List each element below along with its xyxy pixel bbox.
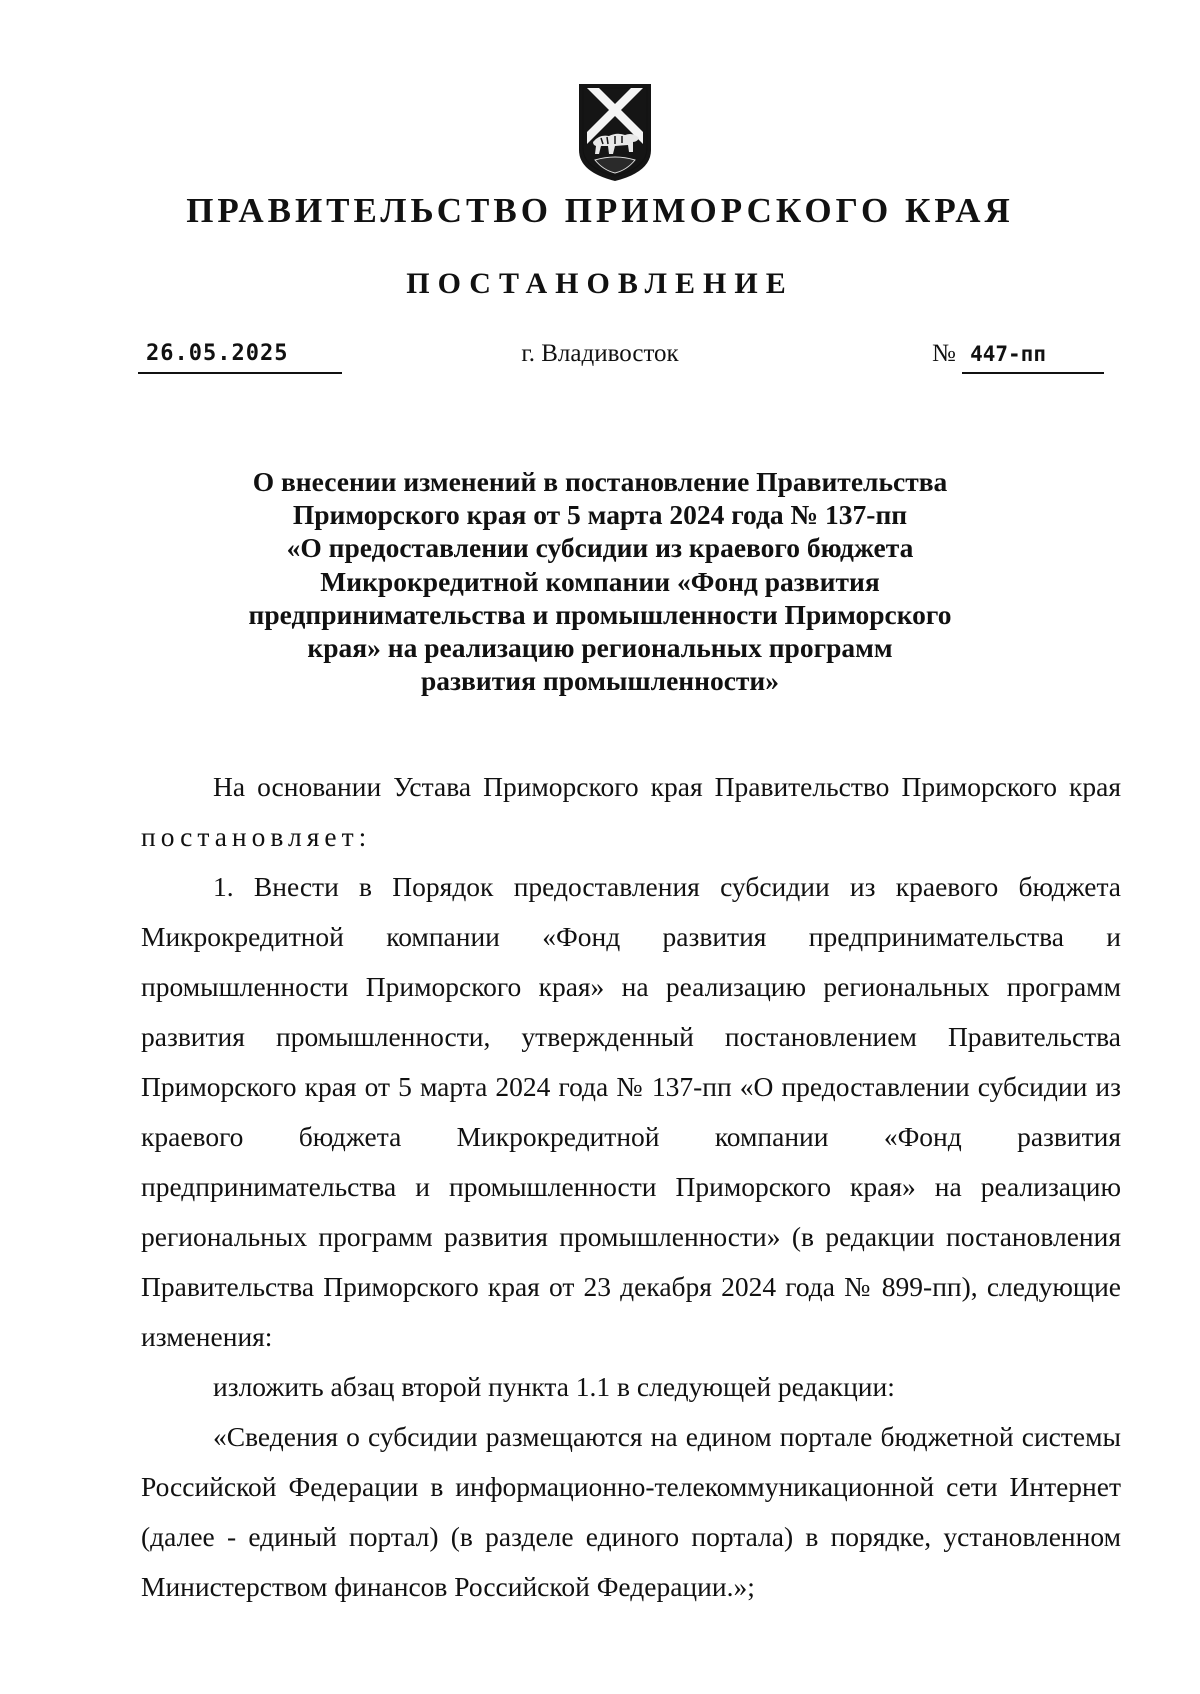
coat-of-arms-icon	[575, 80, 655, 184]
document-number: 447-пп	[962, 336, 1104, 374]
subject-line: Микрокредитной компании «Фонд развития	[320, 565, 880, 597]
resolves-keyword: постановляет:	[141, 821, 372, 852]
subject-line: края» на реализацию региональных программ	[307, 632, 893, 664]
document-meta	[0, 336, 1200, 376]
subject-line: О внесении изменений в постановление Правительства	[252, 466, 948, 497]
number-prefix: №	[932, 340, 956, 367]
document-city: г. Владивосток	[521, 340, 679, 367]
document-type: ПОСТАНОВЛЕНИЕ	[406, 267, 794, 300]
subject-line: развития промышленности»	[420, 665, 780, 697]
subject-line: предпринимательства и промышленности Приморского	[248, 598, 952, 630]
document-date: 26.05.2025	[138, 336, 342, 374]
basis-text: На основании Устава Приморского края Правительство Приморского края	[213, 771, 1121, 802]
body-paragraph-item-1: 1. Внести в Порядок предоставления субсидии из краевого бюджета Микрокредитной компании «Фонд развития предпринимательства и промышленности Приморского края» на реализацию региональных программ развития промышленности, утвержденный постановлением Правительства Приморского края от 5 марта 2024 года № 137-пп «О предоставлении субсидии из краевого бюджета Микрокредитной компании «Фонд развития предпринимательства и промышленности Приморского края» на реализацию региональных программ развития промышленности» (в редакции постановления Правительства Приморского края от 23 декабря 2024 года № 899-пп), следующие изменения:	[141, 871, 1121, 1352]
government-title: ПРАВИТЕЛЬСТВО ПРИМОРСКОГО КРАЯ	[186, 191, 1014, 230]
document-subject	[200, 465, 1000, 697]
body-paragraph-basis	[141, 762, 1121, 862]
subject-line: Приморского края от 5 марта 2024 года № 137-пп	[292, 499, 908, 531]
document-body	[141, 762, 1121, 1612]
body-paragraph-quote: «Сведения о субсидии размещаются на едином портале бюджетной системы Российской Федерации в информационно-телекоммуникационной сети Интернет (далее - единый портал) (в разделе единого портала) в порядке, установленном Министерством финансов Российской Федерации.»;	[141, 1421, 1121, 1602]
document-number-field	[932, 336, 1112, 374]
body-paragraph-amendment: изложить абзац второй пункта 1.1 в следующей редакции:	[213, 1371, 895, 1402]
subject-line: «О предоставлении субсидии из краевого бюджета	[286, 532, 914, 564]
